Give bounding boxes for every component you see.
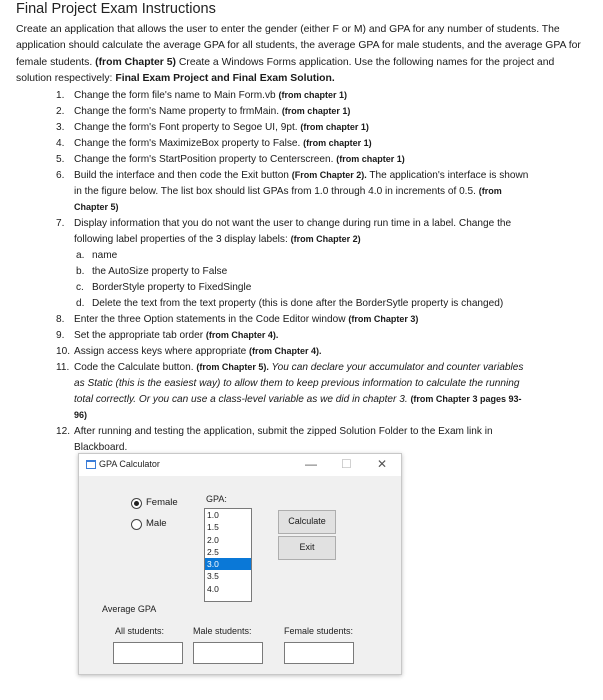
all-students-output	[113, 642, 183, 664]
gpa-calculator-window: GPA Calculator — ☐ ✕ Female Male GPA: 1.0 1.5 2.0 2.5 3.0 3.5 4.0 Calculate Exit Average GPA All students: Male students: Female students:	[78, 453, 402, 675]
page-title: Final Project Exam Instructions	[16, 1, 216, 17]
gpa-list-item[interactable]: 2.5	[207, 546, 219, 557]
calculate-button[interactable]: Calculate	[278, 510, 336, 534]
male-students-output	[193, 642, 263, 664]
gpa-list-item[interactable]: 2.0	[207, 534, 219, 545]
gpa-list-item[interactable]: 1.0	[207, 510, 219, 520]
list-item-continued: in the figure below. The list box should list GPAs from 1.0 through 4.0 in increments of 0.5. (from	[74, 186, 502, 197]
radio-unchecked-icon	[131, 519, 142, 530]
list-item-continued: Blackboard.	[74, 442, 128, 453]
gpa-list-item[interactable]: 1.5	[207, 522, 219, 533]
list-item-continued: following label properties of the 3 display labels: (from Chapter 2)	[74, 234, 361, 245]
gpa-list-item[interactable]: 3.0	[205, 558, 251, 570]
exit-button[interactable]: Exit	[278, 536, 336, 560]
list-item-continued: 96)	[74, 410, 88, 420]
all-students-label: All students:	[115, 626, 165, 636]
minimize-icon[interactable]: —	[305, 457, 317, 471]
female-students-output	[284, 642, 354, 664]
female-students-label: Female students:	[284, 626, 354, 636]
gpa-listbox[interactable]	[204, 508, 252, 602]
window-title: GPA Calculator	[99, 459, 160, 469]
list-item-continued: Chapter 5)	[74, 202, 119, 212]
list-item-continued: total correctly. Or you can use a class-level variable as we did in chapter 3. (from Chapter 3 pages 93-	[74, 394, 522, 405]
male-students-label: Male students:	[193, 626, 252, 636]
close-icon[interactable]: ✕	[377, 457, 388, 471]
gpa-list-item[interactable]: 4.0	[207, 583, 219, 594]
maximize-icon: ☐	[341, 457, 352, 471]
gpa-list-item[interactable]: 3.5	[207, 571, 219, 582]
radio-checked-icon	[131, 498, 142, 509]
intro-paragraph: Create an application that allows the user to enter the gender (either F or M) and GPA for any number of students. The application should calculate the average GPA for all students, the average GPA for male students, and the average GPA for female students. (from Chapter 5) Create a Windows Forms application. Use the following names for the project and solution respectively: Final Exam Project and Final Exam Solution.	[16, 24, 581, 84]
gpa-label: GPA:	[206, 494, 227, 504]
average-gpa-label: Average GPA	[102, 604, 157, 614]
list-item-continued: as Static (this is the easiest way) to allow them to keep previous information to calculate the running	[74, 378, 520, 389]
window-titlebar	[79, 454, 401, 476]
form-icon	[86, 460, 96, 469]
